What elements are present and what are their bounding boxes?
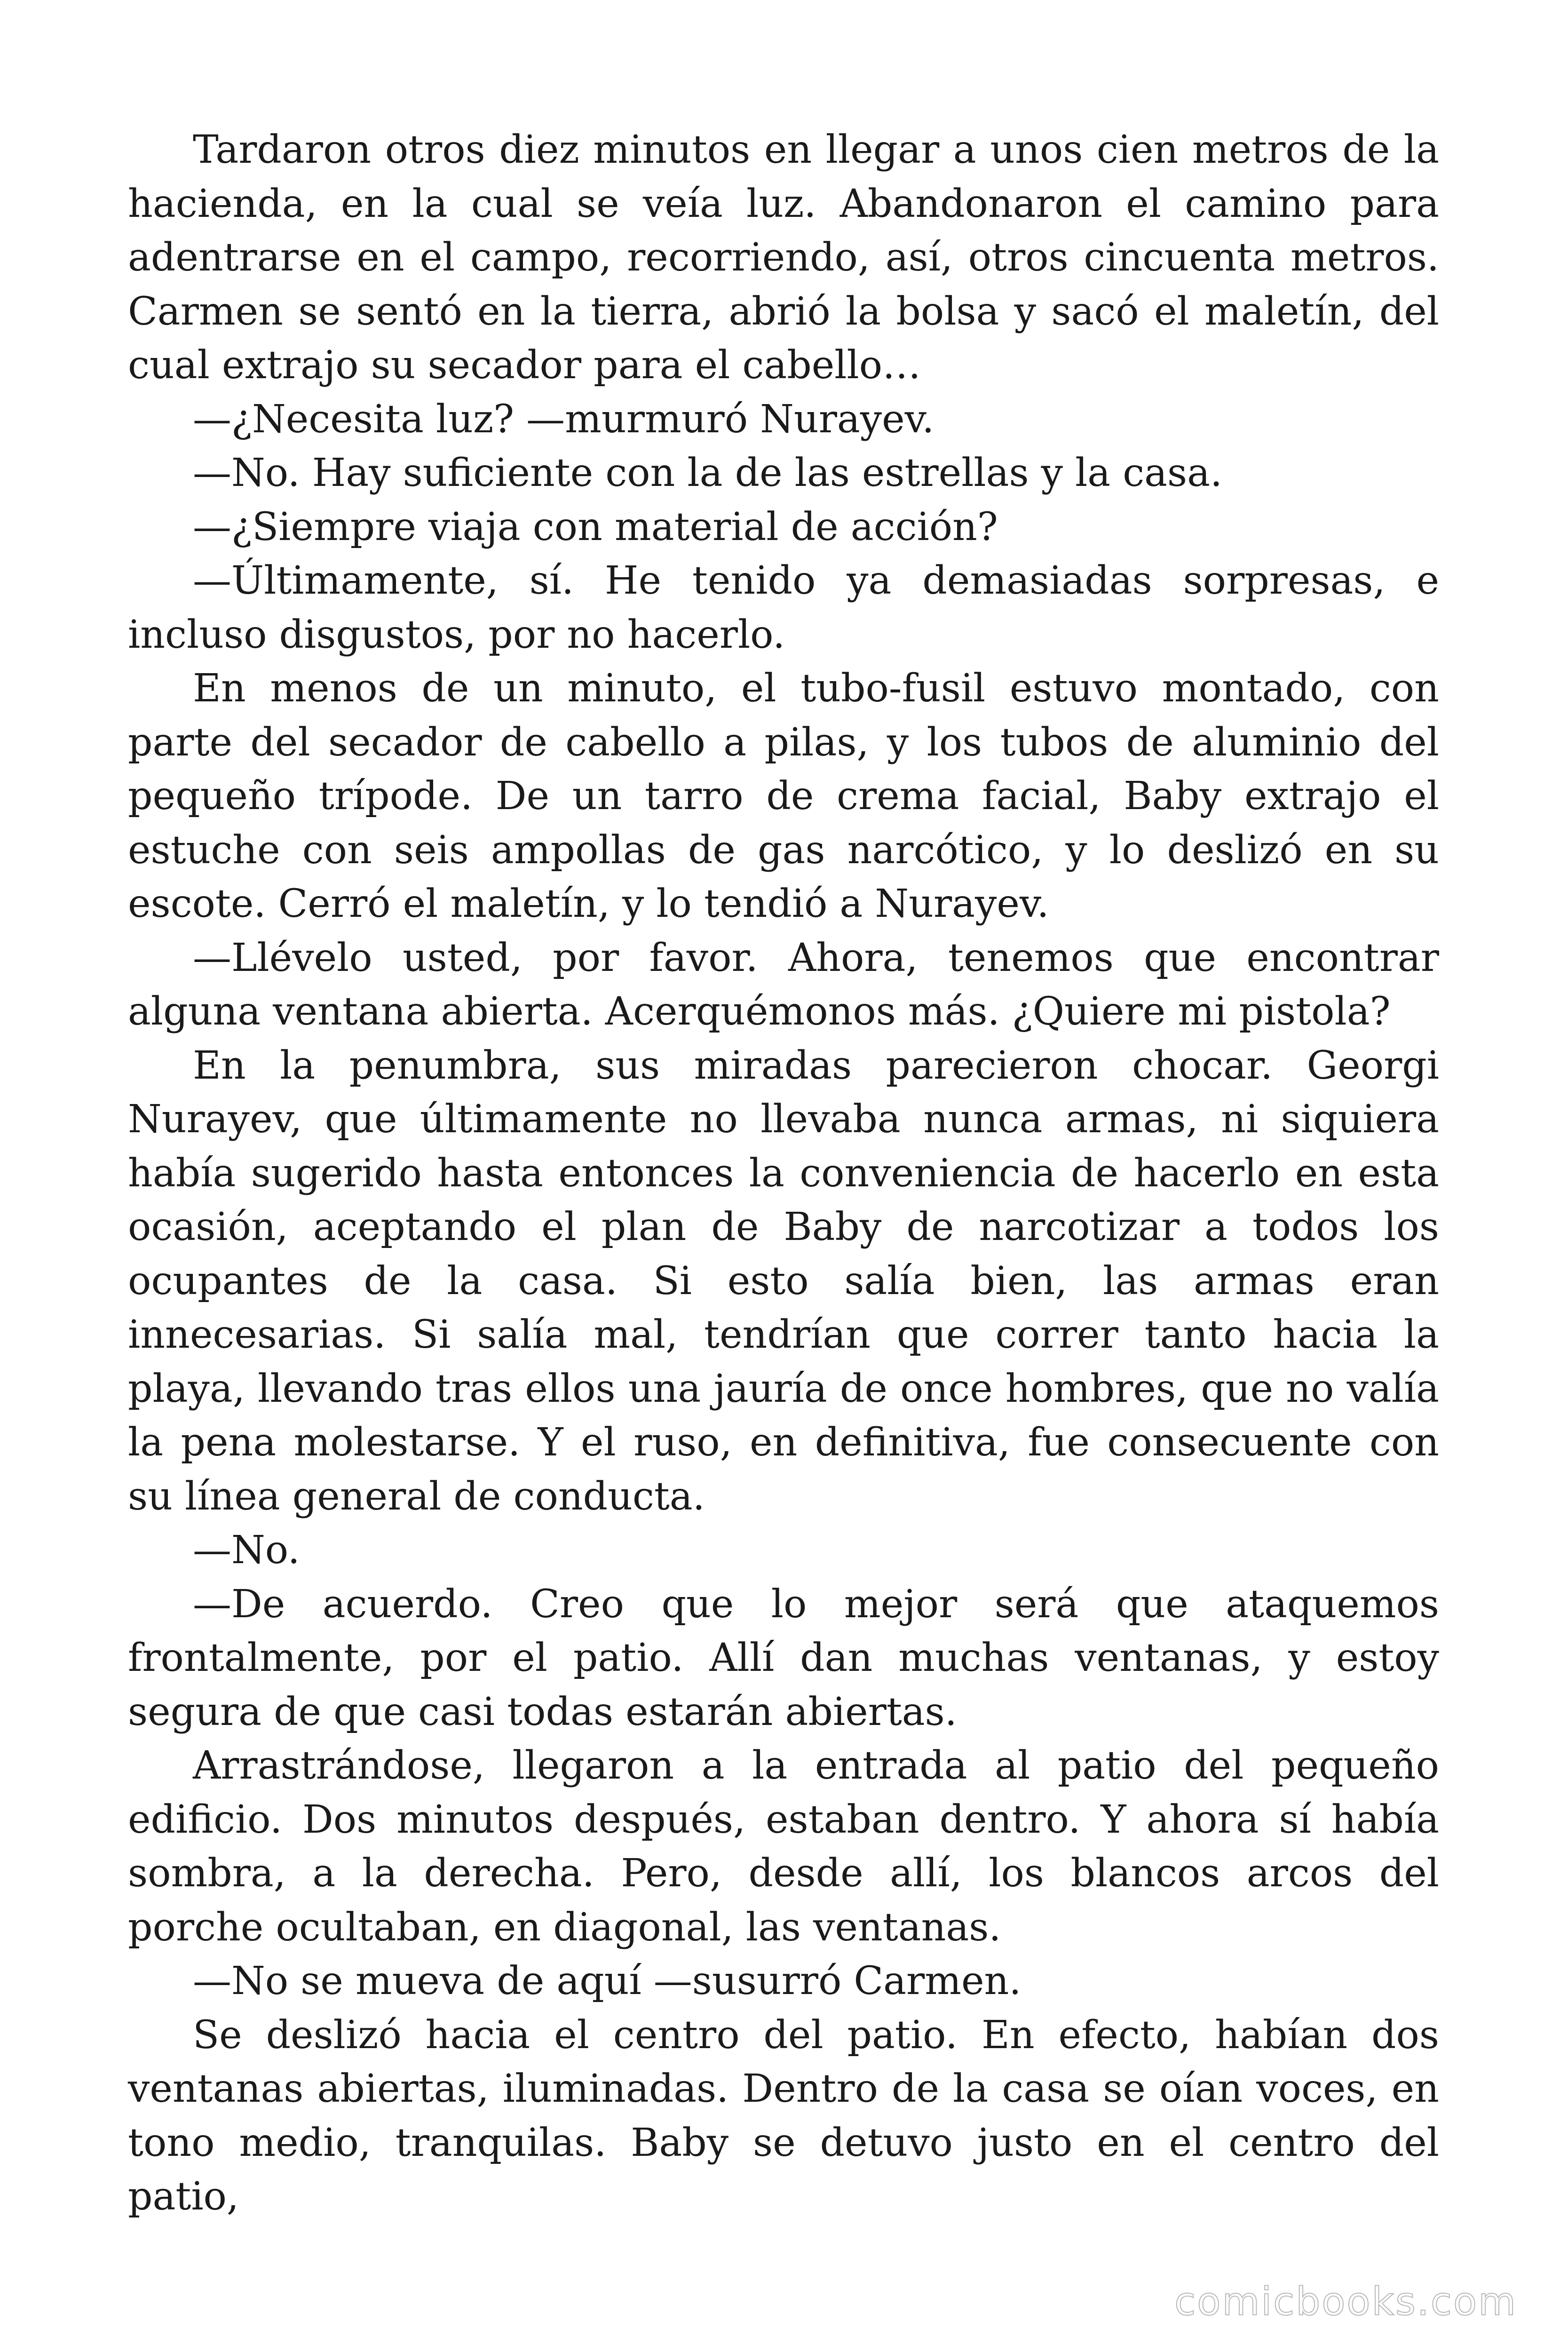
paragraph: —¿Siempre viaja con material de acción? — [193, 504, 998, 549]
paragraph: —Últimamente, sí. He tenido ya demasiadas sorpresas, e incluso disgustos, por no hacerlo. — [128, 558, 1439, 657]
paragraph: —Llévelo usted, por favor. Ahora, tenemos que encontrar alguna ventana abierta. Acerquémonos más. ¿Quiere mi pistola? — [128, 935, 1439, 1034]
paragraph: En la penumbra, sus miradas parecieron chocar. Georgi Nurayev, que últimamente no llevaba nunca armas, ni siquiera había sugerido hasta entonces la conveniencia de hacerlo en esta ocasión, aceptando el plan de Baby de narcotizar a todos los ocupantes de la casa. Si esto salía bien, las armas eran innecesarias. Si salía mal, tendrían que correr tanto hacia la playa, llevando tras ellos una jauría de once hombres, que no valía la pena molestarse. Y el ruso, en definitiva, fue consecuente con su línea general de conducta. — [128, 1043, 1439, 1519]
paragraph: Tardaron otros diez minutos en llegar a unos cien metros de la hacienda, en la cual se veía luz. Abandonaron el camino para adentrarse en el campo, recorriendo, así, otros cincuenta metros. Carmen se sentó en la tierra, abrió la bolsa y sacó el maletín, del cual extrajo su secador para el cabello… — [128, 127, 1439, 388]
paragraph: —¿Necesita luz? —murmuró Nurayev. — [193, 397, 934, 442]
paragraph: Arrastrándose, llegaron a la entrada al patio del pequeño edificio. Dos minutos después, estaban dentro. Y ahora sí había sombra, a la derecha. Pero, desde allí, los blancos arcos del porche ocultaban, en diagonal, las ventanas. — [128, 1743, 1439, 1950]
paragraph: En menos de un minuto, el tubo-fusil estuvo montado, con parte del secador de cabello a pilas, y los tubos de aluminio del pequeño trípode. De un tarro de crema facial, Baby extrajo el estuche con seis ampollas de gas narcótico, y lo deslizó en su escote. Cerró el maletín, y lo tendió a Nurayev. — [128, 666, 1439, 926]
paragraph: —No. Hay suficiente con la de las estrellas y la casa. — [193, 451, 1223, 495]
paragraph: —No. — [193, 1528, 300, 1573]
watermark: comicbooks.com — [1174, 2280, 1517, 2324]
body-text — [128, 123, 1439, 2224]
paragraph: —De acuerdo. Creo que lo mejor será que ataquemos frontalmente, por el patio. Allí dan muchas ventanas, y estoy segura de que casi todas estarán abiertas. — [128, 1581, 1439, 1734]
paragraph: Se deslizó hacia el centro del patio. En efecto, habían dos ventanas abiertas, iluminadas. Dentro de la casa se oían voces, en tono medio, tranquilas. Baby se detuvo justo en el centro del patio, — [128, 2012, 1439, 2219]
paragraph: —No se mueva de aquí —susurró Carmen. — [193, 1959, 1022, 2003]
